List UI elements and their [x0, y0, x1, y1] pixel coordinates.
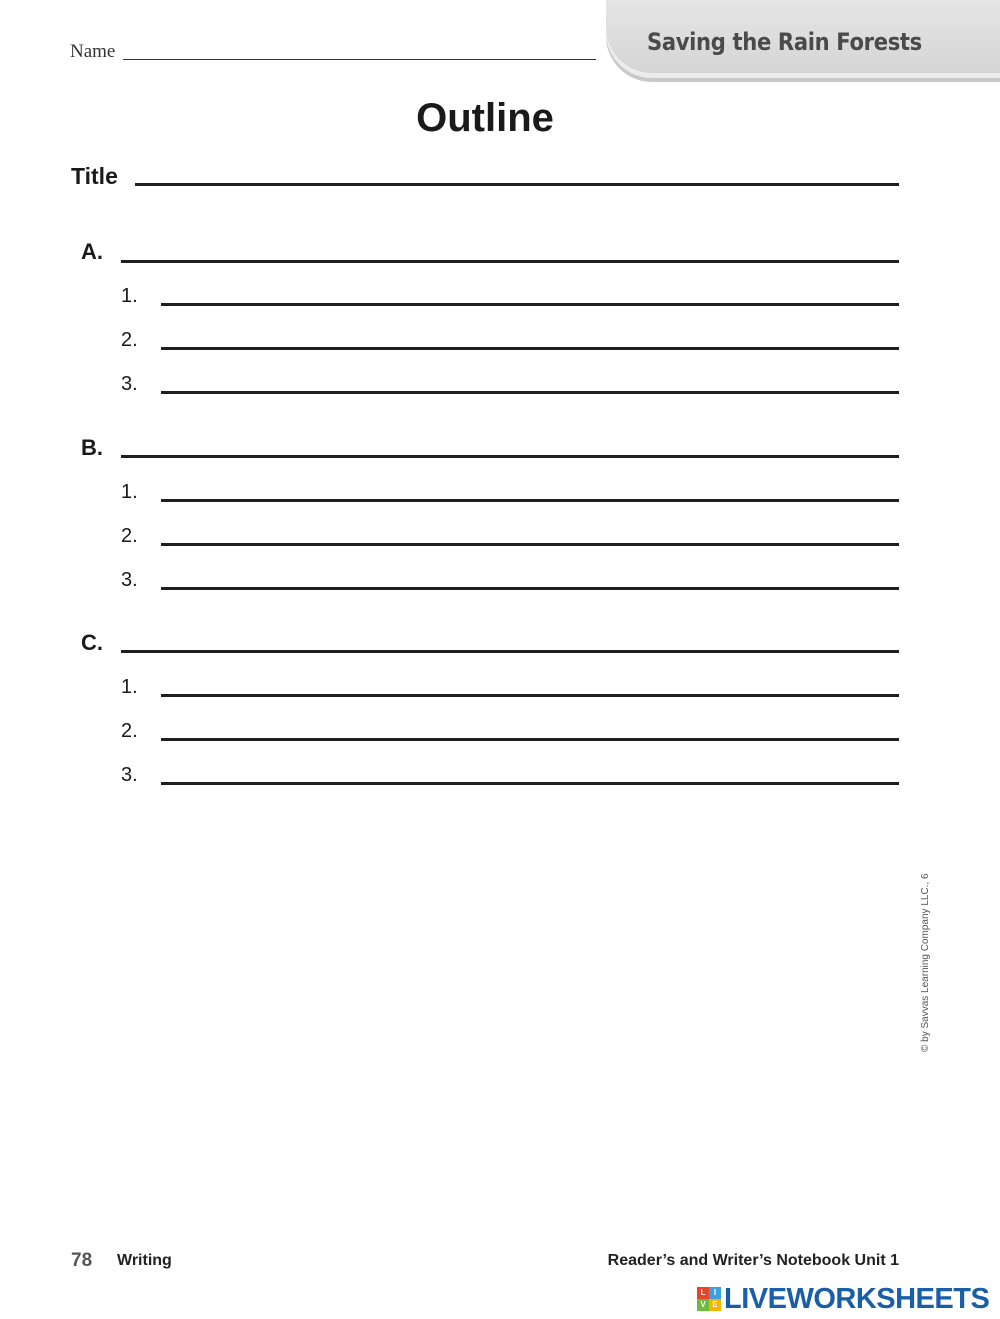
- section-a-label: A.: [81, 239, 103, 264]
- section-b-label: B.: [81, 435, 103, 460]
- name-field-line[interactable]: [123, 59, 596, 60]
- title-label: Title: [71, 163, 118, 189]
- section-b-item-3-label: 3.: [121, 569, 138, 591]
- section-b-item-1-line[interactable]: [161, 499, 899, 502]
- section-b-item-2-line[interactable]: [161, 543, 899, 546]
- liveworksheets-wordmark: LIVEWORKSHEETS: [724, 1282, 990, 1315]
- section-a-item-2-line[interactable]: [161, 347, 899, 350]
- section-c-item-1-label: 1.: [121, 676, 138, 698]
- copyright-notice: © by Savvas Learning Company LLC., 6: [920, 873, 931, 1052]
- section-a-item-3-label: 3.: [121, 373, 138, 395]
- footer-book-title: Reader’s and Writer’s Notebook Unit 1: [607, 1252, 899, 1269]
- section-b-item-2-label: 2.: [121, 525, 138, 547]
- section-a-item-3-line[interactable]: [161, 391, 899, 394]
- logo-letter-v: V: [697, 1299, 709, 1311]
- name-label: Name: [70, 41, 116, 62]
- title-answer-line[interactable]: [135, 183, 899, 186]
- section-b-item-1-label: 1.: [121, 481, 138, 503]
- liveworksheets-logo: [697, 1284, 989, 1314]
- section-a-item-2-label: 2.: [121, 329, 138, 351]
- liveworksheets-icon: [697, 1287, 721, 1311]
- logo-letter-l: L: [697, 1287, 709, 1299]
- section-c-item-3-label: 3.: [121, 764, 138, 786]
- section-a-item-1-label: 1.: [121, 285, 138, 307]
- page-title: Outline: [416, 96, 554, 140]
- section-c-answer-line[interactable]: [121, 650, 899, 653]
- footer-section-name: Writing: [117, 1252, 172, 1269]
- lesson-title: Saving the Rain Forests: [647, 28, 922, 56]
- section-a-answer-line[interactable]: [121, 260, 899, 263]
- section-b-item-3-line[interactable]: [161, 587, 899, 590]
- section-c-item-1-line[interactable]: [161, 694, 899, 697]
- section-c-label: C.: [81, 630, 103, 655]
- section-c-item-2-line[interactable]: [161, 738, 899, 741]
- page-number: 78: [71, 1250, 93, 1271]
- section-c-item-3-line[interactable]: [161, 782, 899, 785]
- logo-letter-e: E: [709, 1299, 721, 1311]
- section-b-answer-line[interactable]: [121, 455, 899, 458]
- logo-letter-i: I: [709, 1287, 721, 1299]
- section-a-item-1-line[interactable]: [161, 303, 899, 306]
- section-c-item-2-label: 2.: [121, 720, 138, 742]
